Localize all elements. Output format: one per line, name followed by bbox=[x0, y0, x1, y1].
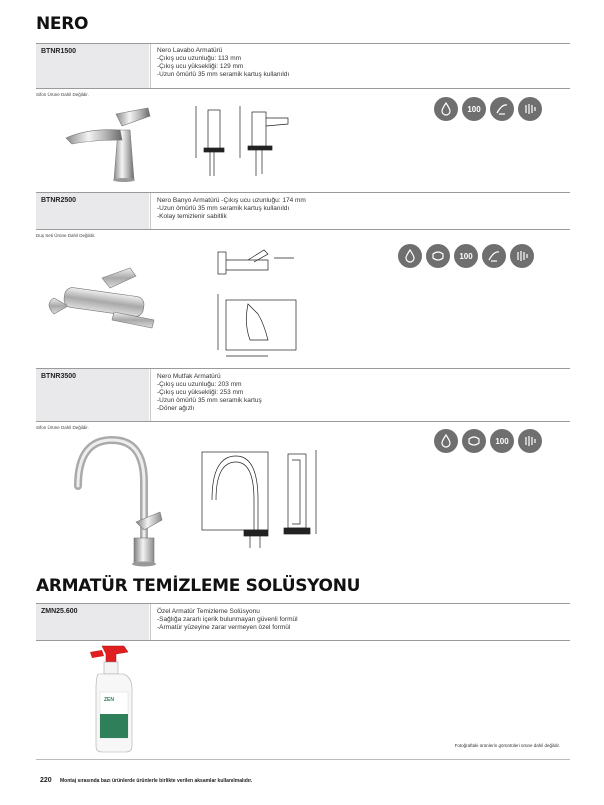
cold-start-icon bbox=[518, 429, 542, 453]
feature-icons bbox=[434, 429, 542, 453]
product-code: BTNR3500 bbox=[36, 369, 149, 421]
product-note: Fotoğraftaki ürünlerin görüntüleri ürüne dahil değildir. bbox=[454, 743, 560, 748]
product-note: Sifon Ürüne Dahil Değildir. bbox=[36, 425, 89, 430]
warranty-100-icon: 100 bbox=[454, 244, 478, 268]
water-saving-icon bbox=[434, 429, 458, 453]
warranty-100-icon: 100 bbox=[490, 429, 514, 453]
footer-note: Montaj sırasında bazı ürünlerde ürünlerle birlikte verilen aksamlar kullanılmalıdır. bbox=[60, 778, 253, 784]
divider bbox=[36, 88, 570, 89]
divider bbox=[36, 421, 570, 422]
section-title-cleaning-solution: ARMATÜR TEMİZLEME SOLÜSYONU bbox=[36, 576, 361, 596]
product-description: Nero Banyo Armatürü -Çıkış ucu uzunluğu: 174 mm -Uzun ömürlü 35 mm seramik kartuş kullanıldı -Kolay temizlenir sabitlik bbox=[157, 197, 306, 220]
product-note: Sifon Ürüne Dahil Değildir. bbox=[36, 92, 89, 97]
product-code: BTNR1500 bbox=[36, 44, 149, 88]
divider bbox=[36, 640, 570, 641]
page-number: 220 bbox=[40, 777, 52, 784]
feature-icons bbox=[434, 97, 542, 121]
bath-faucet-image bbox=[34, 258, 164, 338]
product-code: ZMN25.600 bbox=[36, 604, 149, 640]
divider bbox=[36, 229, 570, 230]
footer-rule bbox=[36, 759, 570, 760]
technical-drawing-2 bbox=[208, 244, 308, 362]
ceramic-cartridge-icon bbox=[426, 244, 450, 268]
section-title-nero: NERO bbox=[36, 14, 89, 34]
warranty-100-icon: 100 bbox=[462, 97, 486, 121]
feature-icons bbox=[398, 244, 534, 268]
divider bbox=[150, 193, 151, 229]
product-description: Nero Lavabo Armatürü -Çıkış ucu uzunluğu: 113 mm -Çıkış ucu yüksekliği: 129 mm -Uzun ömürlü 35 mm seramik kartuş kullanıldı bbox=[157, 47, 290, 78]
water-saving-icon bbox=[434, 97, 458, 121]
technical-drawing-3 bbox=[196, 440, 326, 550]
divider bbox=[150, 369, 151, 421]
ceramic-cartridge-icon bbox=[462, 429, 486, 453]
cold-start-icon bbox=[518, 97, 542, 121]
technical-drawing-1 bbox=[190, 98, 300, 182]
product-code: BTNR2500 bbox=[36, 193, 149, 229]
divider bbox=[150, 604, 151, 640]
eco-flow-icon bbox=[482, 244, 506, 268]
divider bbox=[150, 44, 151, 88]
product-description: Özel Armatür Temizleme Solüsyonu -Sağlığa zararlı içerik bulunmayan güvenli formül -Armatür yüzeyine zarar vermeyen özel formül bbox=[157, 608, 298, 631]
product-description: Nero Mutfak Armatürü -Çıkış ucu uzunluğu: 203 mm -Çıkış ucu yüksekliği: 253 mm -Uzun ömürlü 35 mm seramik kartuş -Döner ağızlı bbox=[157, 373, 262, 412]
eco-flow-icon bbox=[490, 97, 514, 121]
bottle-label: ZEN bbox=[104, 697, 114, 703]
kitchen-faucet-image bbox=[64, 432, 174, 568]
water-saving-icon bbox=[398, 244, 422, 268]
product-note: Duş Seti Ürüne Dahil Değildir. bbox=[36, 233, 96, 238]
basin-faucet-image bbox=[58, 100, 158, 182]
spray-bottle-image bbox=[86, 642, 142, 754]
cold-start-icon bbox=[510, 244, 534, 268]
